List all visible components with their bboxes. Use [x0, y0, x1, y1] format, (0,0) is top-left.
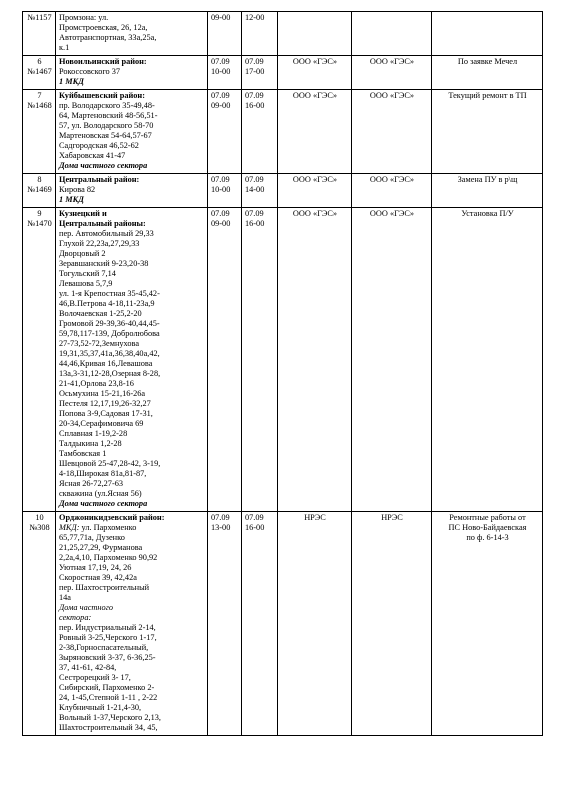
network-owner: ООО «ГЭС» [292, 175, 338, 184]
row-number-cell [23, 12, 56, 56]
address-line [59, 523, 205, 533]
start-time: 09-00 [211, 13, 231, 22]
outage-schedule-table [22, 11, 543, 736]
address-line: Ровный 3-25,Черского 1-17, [59, 633, 157, 642]
contractor-cell [352, 512, 432, 736]
address-line: Промстроевская, 26, 12а, [59, 23, 148, 32]
address-line: ул. 1-я Крепостная 35-45,42- [59, 289, 160, 298]
contractor-cell [352, 174, 432, 208]
address-line: Зыряновский 3-37, 6-36,25- [59, 653, 156, 662]
end-cell [242, 174, 278, 208]
table-row [23, 174, 543, 208]
table-row [23, 512, 543, 736]
start-date: 07.09 [211, 57, 230, 66]
address-line: пер. Индустриальный 2-14, [59, 623, 156, 632]
building-category: 1 МКД [59, 77, 84, 86]
contractor-cell [352, 208, 432, 512]
row-number-cell [23, 56, 56, 90]
row-number: 7 [37, 91, 42, 100]
request-id: №1467 [27, 67, 52, 76]
address-text: ул. Пархоменко [79, 523, 137, 532]
table-row [23, 90, 543, 174]
address-line: Глухой 22,23а,27,29,33 [59, 239, 140, 248]
address-line: 46,В.Петрова 4-18,11-23а,9 [59, 299, 155, 308]
address-line: Попова 3-9,Садовая 17-31, [59, 409, 153, 418]
contractor-cell [352, 90, 432, 174]
address-cell [56, 512, 208, 736]
network-owner-cell [278, 512, 352, 736]
address-line: Пестеля 12,17,19,26-32,27 [59, 399, 151, 408]
contractor-cell [352, 12, 432, 56]
building-category: 1 МКД [59, 195, 84, 204]
district-name: Орджоникидзевский район: [59, 513, 165, 522]
network-owner-cell [278, 90, 352, 174]
address-line: к.1 [59, 43, 70, 52]
district-name: Новоильинский район: [59, 57, 147, 66]
address-line: Садгородская 46,52-62 [59, 141, 139, 150]
address-line: 65,77,71а, Дузенко [59, 533, 125, 542]
address-line: Дворцовый 2 [59, 249, 106, 258]
end-date: 07.09 [245, 91, 264, 100]
reason-text: По заявке Мечел [457, 57, 518, 66]
table-row [23, 56, 543, 90]
network-owner-cell [278, 56, 352, 90]
district-name: Центральный район: [59, 175, 140, 184]
address-line: Рокоссовского 37 [59, 67, 121, 76]
end-time: 16-00 [245, 219, 265, 228]
reason-cell [432, 512, 543, 736]
address-line: 13а,3-31,12-28,Озерная 8-28, [59, 369, 161, 378]
end-time: 16-00 [245, 523, 265, 532]
address-line: Мартеновская 54-64,57-67 [59, 131, 152, 140]
address-line: Громовой 29-39,36-40,44,45- [59, 319, 160, 328]
row-number: 6 [37, 57, 42, 66]
row-number-cell [23, 174, 56, 208]
end-cell [242, 512, 278, 736]
address-line: 27-73,52-72,Земнухова [59, 339, 140, 348]
end-time: 12-00 [245, 13, 265, 22]
address-line: Тамбовская 1 [59, 449, 107, 458]
building-category: Дома частного [59, 603, 114, 612]
network-owner-cell [278, 12, 352, 56]
address-line: скважина (ул.Ясная 56) [59, 489, 142, 498]
row-number: 10 [35, 513, 44, 522]
start-date: 07.09 [211, 175, 230, 184]
start-date: 07.09 [211, 209, 230, 218]
address-line: Сплавная 1-19,2-28 [59, 429, 128, 438]
contractor: НРЭС [381, 513, 403, 522]
reason-text: по ф. 6-14-3 [466, 533, 509, 542]
building-category: сектора: [59, 613, 92, 622]
request-id: №1469 [27, 185, 52, 194]
request-id: №1470 [27, 219, 52, 228]
address-line: Клубничный 1-21,4-30, [59, 703, 142, 712]
end-time: 16-00 [245, 101, 265, 110]
end-date: 07.09 [245, 175, 264, 184]
reason-text: Замена ПУ в р\щ [457, 175, 518, 184]
start-cell [208, 12, 242, 56]
start-date: 07.09 [211, 513, 230, 522]
building-category: Дома частного сектора [59, 161, 148, 170]
district-name: Кузнецкий и [59, 209, 107, 218]
start-time: 13-00 [211, 523, 231, 532]
address-line: Сестрорецкий 3- 17, [59, 673, 131, 682]
address-line: 21-41,Орлова 23,8-16 [59, 379, 134, 388]
address-line: 2-38,Горноспасательный, [59, 643, 149, 652]
address-line: Талдыкина 1,2-28 [59, 439, 122, 448]
address-line: 19,31,35,37,41а,36,38,40а,42, [59, 349, 160, 358]
address-line: Зеравшанский 9-23,20-38 [59, 259, 149, 268]
row-number: 9 [37, 209, 42, 218]
address-line: 4-18,Широкая 81а,81-87, [59, 469, 147, 478]
start-time: 10-00 [211, 185, 231, 194]
end-time: 17-00 [245, 67, 265, 76]
network-owner: ООО «ГЭС» [292, 209, 338, 218]
address-line: 64, Мартеновский 48-56,51- [59, 111, 158, 120]
start-time: 10-00 [211, 67, 231, 76]
address-line: 44,46,Кривая 16,Левашова [59, 359, 153, 368]
address-line: Кирова 82 [59, 185, 96, 194]
network-owner-cell [278, 174, 352, 208]
network-owner-cell [278, 208, 352, 512]
network-owner: ООО «ГЭС» [292, 91, 338, 100]
reason-cell [432, 208, 543, 512]
address-cell [56, 12, 208, 56]
contractor: ООО «ГЭС» [369, 57, 415, 66]
contractor: ООО «ГЭС» [369, 175, 415, 184]
contractor: ООО «ГЭС» [369, 209, 415, 218]
address-line: Сибирский, Пархоменко 2- [59, 683, 155, 692]
address-line: 37, 41-61, 42-84, [59, 663, 117, 672]
start-cell [208, 512, 242, 736]
address-line: Левашова 5,7,9 [59, 279, 113, 288]
address-line: пер. Автомобильный 29,33 [59, 229, 154, 238]
contractor: ООО «ГЭС» [369, 91, 415, 100]
end-cell [242, 12, 278, 56]
address-line: Шахтостроительный 34, 45, [59, 723, 158, 732]
start-cell [208, 208, 242, 512]
reason-cell [432, 90, 543, 174]
start-cell [208, 90, 242, 174]
reason-text: ПС Ново-Байдаевская [448, 523, 527, 532]
request-id: №1468 [27, 101, 52, 110]
address-line: 20-34,Серафимовича 69 [59, 419, 144, 428]
request-id: №308 [29, 523, 50, 532]
row-number-cell [23, 512, 56, 736]
address-line: 14а [59, 593, 71, 602]
address-line: 59,78,117-139, Добролюбова [59, 329, 160, 338]
address-line: пр. Володарского 35-49,48- [59, 101, 155, 110]
address-line: Тогульский 7,14 [59, 269, 116, 278]
reason-cell [432, 12, 543, 56]
start-date: 07.09 [211, 91, 230, 100]
end-cell [242, 208, 278, 512]
contractor-cell [352, 56, 432, 90]
end-date: 07.09 [245, 513, 264, 522]
row-number: 8 [37, 175, 42, 184]
request-id: №1157 [27, 13, 52, 22]
district-name: Центральный районы: [59, 219, 146, 228]
address-line: Волочаевская 1-25,2-20 [59, 309, 142, 318]
address-cell [56, 174, 208, 208]
reason-cell [432, 56, 543, 90]
start-cell [208, 174, 242, 208]
address-line: Вольный 1-37,Черского 2,13, [59, 713, 161, 722]
address-line: 57, ул. Володарского 58-70 [59, 121, 154, 130]
row-number-cell [23, 90, 56, 174]
address-cell [56, 90, 208, 174]
end-date: 07.09 [245, 209, 264, 218]
address-line: 24, 1-45,Степной 1-11 , 2-22 [59, 693, 158, 702]
reason-text: Установка П/У [461, 209, 514, 218]
table-row [23, 12, 543, 56]
start-cell [208, 56, 242, 90]
address-line: Уютная 17,19, 24, 26 [59, 563, 132, 572]
address-line: 2,2а,4,10, Пархоменко 90,92 [59, 553, 158, 562]
start-time: 09-00 [211, 219, 231, 228]
network-owner: НРЭС [304, 513, 326, 522]
address-line: Хабаровская 41-47 [59, 151, 126, 160]
reason-text: Текущий ремонт в ТП [448, 91, 527, 100]
reason-cell [432, 174, 543, 208]
reason-text: Ремонтные работы от [449, 513, 526, 522]
address-line: Шевцовой 25-47,28-42, 3-19, [59, 459, 161, 468]
address-line: Скоростная 39, 42,42а [59, 573, 137, 582]
address-line: Автотранспортная, 33а,25а, [59, 33, 157, 42]
table-row [23, 208, 543, 512]
district-name: Куйбышевский район: [59, 91, 145, 100]
address-line: Ясная 26-72,27-63 [59, 479, 124, 488]
row-number-cell [23, 208, 56, 512]
table-body [23, 12, 543, 736]
address-line: 21,25,27,29, Фурманова [59, 543, 143, 552]
building-category: Дома частного сектора [59, 499, 148, 508]
address-line: пер. Шахтостроительный [59, 583, 150, 592]
end-date: 07.09 [245, 57, 264, 66]
address-line: Осьмухина 15-21,16-26а [59, 389, 146, 398]
end-time: 14-00 [245, 185, 265, 194]
address-line: Промзона: ул. [59, 13, 109, 22]
end-cell [242, 56, 278, 90]
start-time: 09-00 [211, 101, 231, 110]
address-cell [56, 208, 208, 512]
end-cell [242, 90, 278, 174]
address-cell [56, 56, 208, 90]
network-owner: ООО «ГЭС» [292, 57, 338, 66]
mkd-label: МКД: [59, 523, 80, 532]
